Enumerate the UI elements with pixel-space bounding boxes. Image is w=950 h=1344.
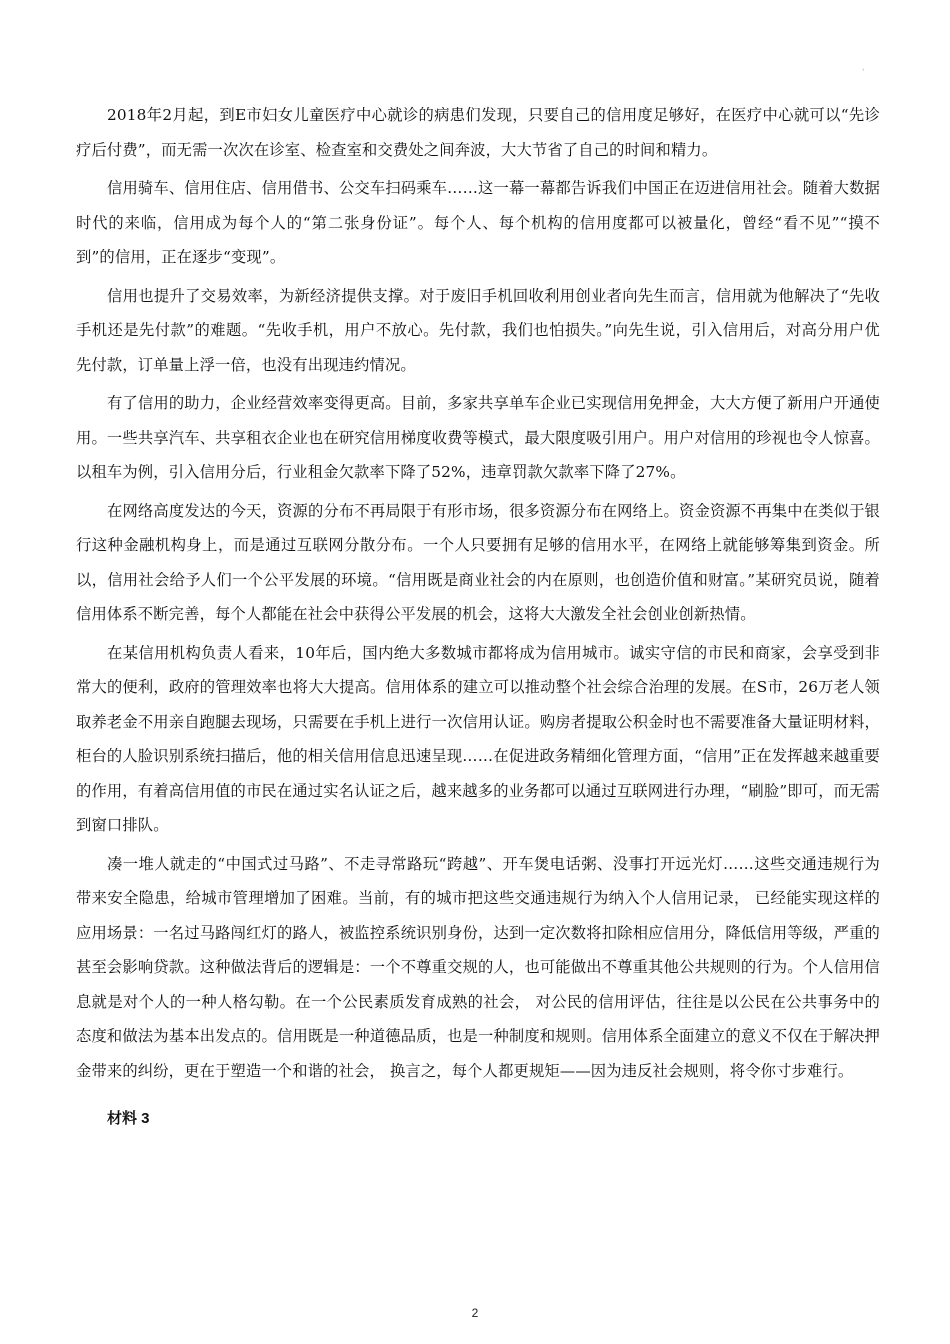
corner-mark: ' <box>862 68 865 78</box>
document-body <box>76 98 880 1136</box>
paragraph-1: 2018年2月起，到E市妇女儿童医疗中心就诊的病患们发现，只要自己的信用度足够好，在医疗中心就可以“先诊疗后付费”，而无需一次次在诊室、检查室和交费处之间奔波，大大节省了自己的时间和精力。 <box>76 106 880 159</box>
paragraph-7: 凑一堆人就走的“中国式过马路”、不走寻常路玩“跨越”、开车煲电话粥、没事打开远光灯……这些交通违规行为带来安全隐患，给城市管理增加了困难。当前，有的城市把这些交通违规行为纳入个人信用记录， 已经能实现这样的应用场景：一名过马路闯红灯的路人，被监控系统识别身份，达到一定次数将扣除相应信用分，降低信用等级，严重的甚至会影响贷款。这种做法背后的逻辑是：一个不尊重交规的人，也可能做出不尊重其他公共规则的行为。个人信用信息就是对个人的一种人格勾勒。在一个公民素质发育成熟的社会， 对公民的信用评估，往往是以公民在公共事务中的态度和做法为基本出发点的。信用既是一种道德品质，也是一种制度和规则。信用体系全面建立的意义不仅在于解决押金带来的纠纷，更在于塑造一个和谐的社会， 换言之，每个人都更规矩——因为违反社会规则，将令你寸步难行。 <box>76 854 880 1080</box>
section-heading: 材料 3 <box>107 1110 150 1127</box>
page-number: 2 <box>471 1306 479 1320</box>
paragraph-3: 信用也提升了交易效率，为新经济提供支撑。对于废旧手机回收利用创业者向先生而言，信用就为他解决了“先收手机还是先付款”的难题。“先收手机，用户不放心。先付款，我们也怕损失。”向先生说，引入信用后，对高分用户优先付款，订单量上浮一倍，也没有出现违约情况。 <box>76 286 880 374</box>
paragraph-2: 信用骑车、信用住店、信用借书、公交车扫码乘车……这一幕一幕都告诉我们中国正在迈进信用社会。随着大数据时代的来临，信用成为每个人的“第二张身份证”。每个人、每个机构的信用度都可以被量化，曾经“看不见”“摸不到”的信用，正在逐步“变现”。 <box>76 179 880 266</box>
paragraph-4: 有了信用的助力，企业经营效率变得更高。目前，多家共享单车企业已实现信用免押金，大大方便了新用户开通使用。一些共享汽车、共享租衣企业也在研究信用梯度收费等模式，最大限度吸引用户。用户对信用的珍视也令人惊喜。以租车为例，引入信用分后，行业租金欠款率下降了52%，违章罚款欠款率下降了27%。 <box>76 394 880 481</box>
paragraph-6: 在某信用机构负责人看来，10年后，国内绝大多数城市都将成为信用城市。诚实守信的市民和商家，会享受到非常大的便利，政府的管理效率也将大大提高。信用体系的建立可以推动整个社会综合治理的发展。在S市，26万老人领取养老金不用亲自跑腿去现场，只需要在手机上进行一次信用认证。购房者提取公积金时也不需要准备大量证明材料，柜台的人脸识别系统扫描后，他的相关信用信息迅速呈现……在促进政务精细化管理方面，“信用”正在发挥越来越重要的作用，有着高信用值的市民在通过实名认证之后，越来越多的业务都可以通过互联网进行办理，“刷脸”即可，而无需到窗口排队。 <box>76 643 880 834</box>
paragraph-5: 在网络高度发达的今天，资源的分布不再局限于有形市场，很多资源分布在网络上。资金资源不再集中在类似于银行这种金融机构身上，而是通过互联网分散分布。一个人只要拥有足够的信用水平，在网络上就能够筹集到资金。所以，信用社会给予人们一个公平发展的环境。“信用既是商业社会的内在原则，也创造价值和财富。”某研究员说，随着信用体系不断完善，每个人都能在社会中获得公平发展的机会，这将大大激发全社会创业创新热情。 <box>76 501 880 623</box>
